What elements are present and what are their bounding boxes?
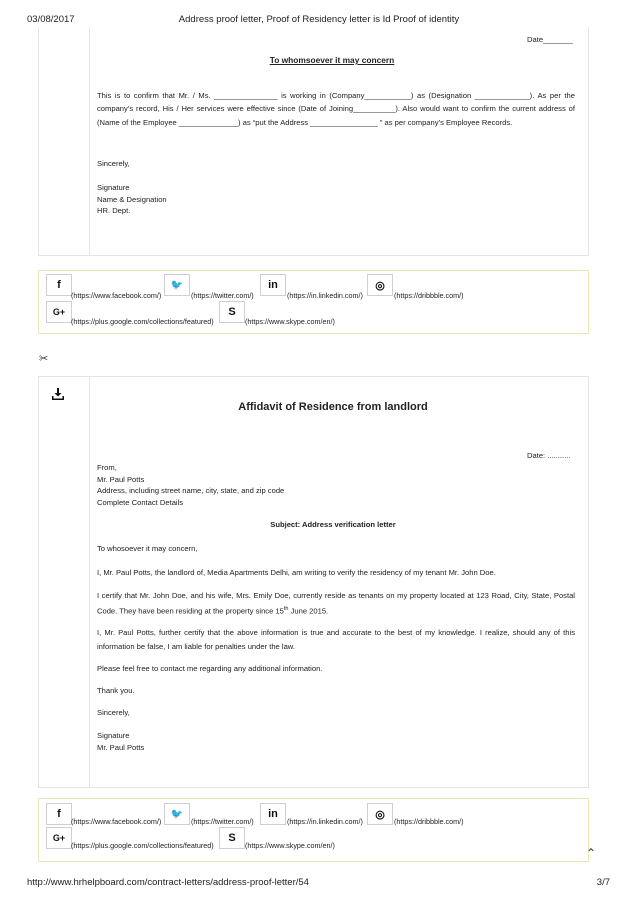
letter2-sender-address: Address, including street name, city, state, and zip code (97, 486, 285, 495)
facebook-link[interactable]: (https://www.facebook.com/) (71, 291, 162, 300)
letter2-para-4: Please feel free to contact me regarding any additional information. (97, 664, 323, 673)
dribbble-link[interactable]: (https://dribbble.com/) (394, 817, 464, 826)
letter2-para-2-end: June 2015. (288, 606, 329, 616)
linkedin-link[interactable]: (https://in.linkedin.com/) (287, 291, 363, 300)
skype-link[interactable]: (https://www.skype.com/en/) (245, 317, 335, 326)
dribbble-icon[interactable]: ◎ (367, 274, 393, 296)
twitter-icon[interactable]: 🐦 (164, 274, 190, 296)
letter2-para-1: I, Mr. Paul Potts, the landlord of, Media Apartments Delhi, am writing to verify the residency of my tenant Mr. John Doe. (97, 568, 496, 577)
card-gutter (39, 27, 90, 255)
letter2-para-2 (97, 589, 575, 618)
letter1-body: This is to confirm that Mr. / Ms. _______________ is working in (Company___________) as (Designation _____________). As per the company’s record, His / Her services were effective since (Date of Joining__________). Also would want to confirm the current address of (Name of the Employee ______________) as “put the Address ________________ ” as per company’s Employee Records. (97, 91, 575, 127)
letter1-date: Date_______ (527, 35, 573, 44)
card-gutter (39, 377, 90, 787)
google-plus-link[interactable]: (https://plus.google.com/collections/featured) (71, 841, 214, 850)
twitter-link[interactable]: (https://twitter.com/) (191, 291, 254, 300)
scissors-icon: ✂ (39, 353, 49, 365)
linkedin-icon[interactable]: in (260, 803, 286, 825)
letter2-salutation: To whosoever it may concern, (97, 544, 198, 553)
letter2-closing: Sincerely, (97, 708, 130, 717)
facebook-link[interactable]: (https://www.facebook.com/) (71, 817, 162, 826)
letter2-thanks: Thank you. (97, 686, 135, 695)
letter2-sender-block (97, 462, 284, 508)
linkedin-link[interactable]: (https://in.linkedin.com/) (287, 817, 363, 826)
print-url: http://www.hrhelpboard.com/contract-letters/address-proof-letter/54 (27, 877, 309, 888)
letter1-signature (97, 182, 167, 217)
letter2-sender-name: Mr. Paul Potts (97, 474, 145, 484)
facebook-icon[interactable]: f (46, 274, 72, 296)
letter2-subject: Subject: Address verification letter (270, 520, 396, 529)
share-bar-2 (38, 798, 589, 862)
letter2-para-2-sup: th (283, 605, 289, 612)
google-plus-icon[interactable]: G+ (46, 301, 72, 323)
letter2-sig-line2: Mr. Paul Potts (97, 742, 145, 752)
letter1-closing: Sincerely, (97, 159, 130, 168)
linkedin-icon[interactable]: in (260, 274, 286, 296)
google-plus-icon[interactable]: G+ (46, 827, 72, 849)
print-date: 03/08/2017 (27, 14, 75, 25)
letter2-para-2-text: I certify that Mr. John Doe, and his wife, Mrs. Emily Doe, currently reside as tenants on my property located at 123 Road, City, State, Postal Code. They have been residing at the property since 15 (97, 591, 575, 616)
letter1-heading: To whomsoever it may concern (269, 55, 395, 65)
letter2-signature (97, 730, 144, 753)
letter-card-2 (38, 376, 589, 788)
letter1-sig-line2: Name & Designation (97, 194, 167, 204)
letter2-para-3: I, Mr. Paul Potts, further certify that the above information is true and accurate to the best of my knowledge. I realize, should any of this information be false, I am liable for penalties under the law. (97, 628, 575, 651)
twitter-icon[interactable]: 🐦 (164, 803, 190, 825)
facebook-icon[interactable]: f (46, 803, 72, 825)
skype-link[interactable]: (https://www.skype.com/en/) (245, 841, 335, 850)
download-icon[interactable] (52, 388, 64, 400)
letter1-sig-line1: Signature (97, 183, 130, 192)
skype-icon[interactable]: S (219, 301, 245, 323)
scroll-to-top-icon[interactable]: ⌃ (586, 846, 597, 860)
letter2-sender-contact: Complete Contact Details (97, 497, 184, 507)
letter2-sig-line1: Signature (97, 731, 130, 740)
page-number: 3/7 (596, 877, 610, 888)
letter1-sig-line3: HR. Dept. (97, 206, 131, 215)
letter2-title: Affidavit of Residence from landlord (238, 401, 428, 413)
letter2-from: From, (97, 463, 117, 472)
twitter-link[interactable]: (https://twitter.com/) (191, 817, 254, 826)
google-plus-link[interactable]: (https://plus.google.com/collections/featured) (71, 317, 214, 326)
dribbble-icon[interactable]: ◎ (367, 803, 393, 825)
letter2-date: Date: ........... (527, 451, 571, 460)
dribbble-link[interactable]: (https://dribbble.com/) (394, 291, 464, 300)
skype-icon[interactable]: S (219, 827, 245, 849)
print-title: Address proof letter, Proof of Residency letter is Id Proof of identity (178, 14, 460, 25)
